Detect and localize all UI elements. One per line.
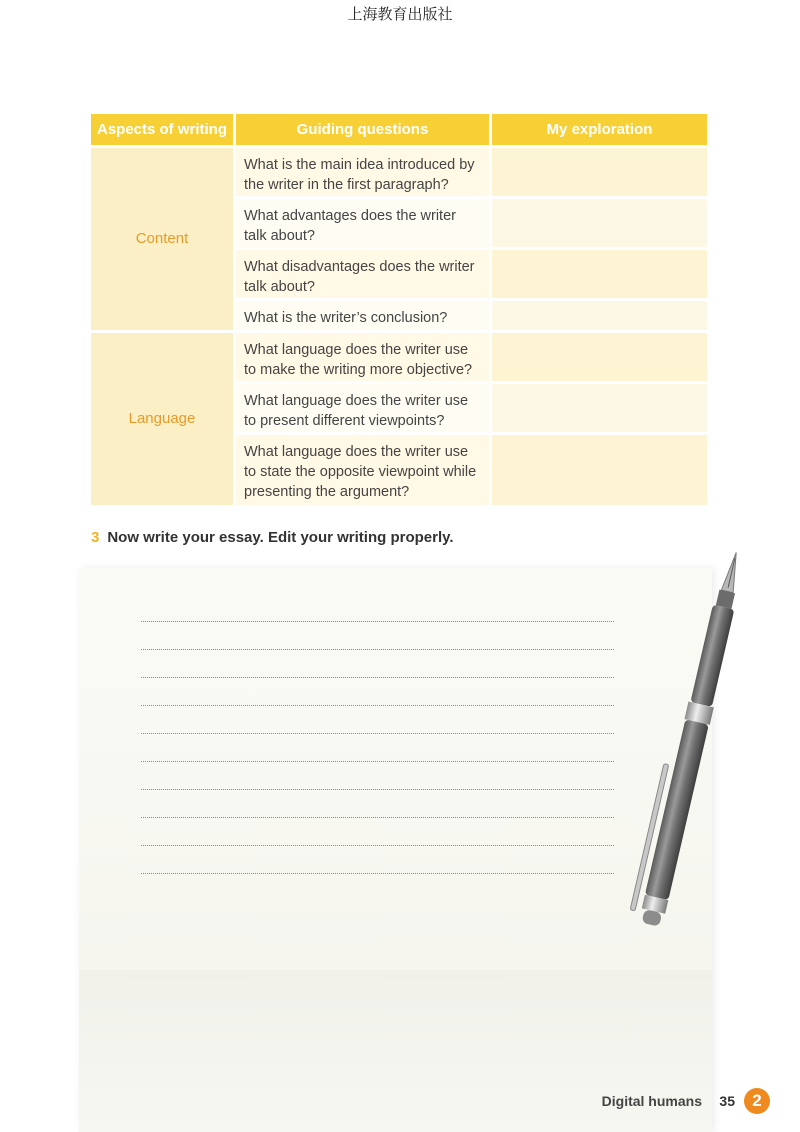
exploration-cell[interactable] xyxy=(492,250,707,298)
writing-paper[interactable] xyxy=(79,568,712,1132)
fountain-pen-icon xyxy=(630,540,760,940)
exploration-cell[interactable] xyxy=(492,333,707,381)
writing-line[interactable] xyxy=(141,789,614,790)
writing-line[interactable] xyxy=(141,621,614,622)
writing-line[interactable] xyxy=(141,845,614,846)
header-my-exploration: My exploration xyxy=(492,114,707,145)
question-cell: What is the writer’s conclusion? xyxy=(236,301,489,330)
writing-line[interactable] xyxy=(141,705,614,706)
writing-line[interactable] xyxy=(141,817,614,818)
question-cell: What language does the writer use to state the opposite viewpoint while presenting the argument? xyxy=(236,435,489,505)
writing-line[interactable] xyxy=(141,733,614,734)
exploration-cell[interactable] xyxy=(492,199,707,247)
page-number: 35 xyxy=(719,1093,735,1109)
aspect-language: Language xyxy=(91,333,233,505)
question-cell: What language does the writer use to present different viewpoints? xyxy=(236,384,489,432)
header-guiding-questions: Guiding questions xyxy=(236,114,489,145)
instruction xyxy=(91,529,454,546)
instruction-text: Now write your essay. Edit your writing properly. xyxy=(107,529,454,546)
aspect-content: Content xyxy=(91,148,233,330)
publisher-header: 上海教育出版社 xyxy=(347,5,453,23)
unit-badge: 2 xyxy=(744,1088,770,1114)
question-cell: What is the main idea introduced by the writer in the first paragraph? xyxy=(236,148,489,196)
question-cell: What language does the writer use to make the writing more objective? xyxy=(236,333,489,381)
question-cell: What advantages does the writer talk about? xyxy=(236,199,489,247)
exploration-cell[interactable] xyxy=(492,435,707,505)
chapter-title: Digital humans xyxy=(601,1093,702,1109)
exploration-cell[interactable] xyxy=(492,148,707,196)
writing-line[interactable] xyxy=(141,677,614,678)
page-footer xyxy=(560,1090,772,1116)
writing-line[interactable] xyxy=(141,761,614,762)
question-cell: What disadvantages does the writer talk about? xyxy=(236,250,489,298)
writing-line[interactable] xyxy=(141,873,614,874)
instruction-number: 3 xyxy=(91,529,100,546)
writing-line[interactable] xyxy=(141,649,614,650)
exploration-cell[interactable] xyxy=(492,301,707,330)
header-aspects: Aspects of writing xyxy=(91,114,233,145)
exploration-cell[interactable] xyxy=(492,384,707,432)
